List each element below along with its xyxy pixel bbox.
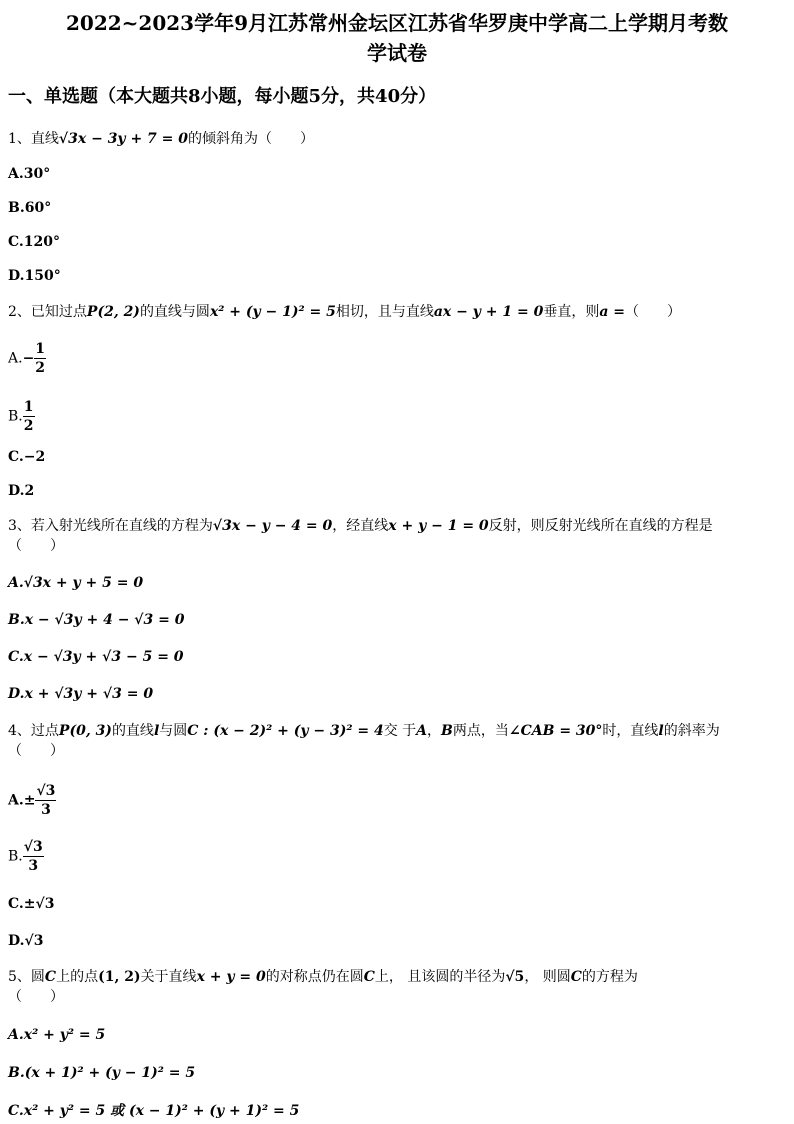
q5-option-c: C.x² + y² = 5 或 (x − 1)² + (y + 1)² = 5 [8, 1103, 300, 1119]
q1-suffix: 的倾斜角为（ ） [188, 131, 315, 147]
q5-prefix: 5、圆 [8, 969, 45, 985]
q2-mid3: 垂直，则 [543, 304, 600, 320]
title-line-2: 学试卷 [367, 41, 427, 65]
q5-mid1: 上的点 [56, 969, 99, 985]
q4-prefix: 4、过点 [8, 723, 59, 739]
q4-mid4: 两点，当 [452, 723, 509, 739]
q2-option-a-fraction [34, 340, 46, 377]
q2-a: a = [599, 304, 626, 320]
q2-option-b-fraction [23, 398, 35, 435]
q2-option-b-label: B. [8, 408, 23, 425]
q3-paren: （ ） [8, 538, 64, 554]
q5-line: x + y = 0 [196, 969, 266, 985]
q2-circle: x² + (y − 1)² = 5 [209, 304, 336, 320]
q4-paren: （ ） [8, 743, 64, 759]
q4-line-l-2: l [658, 723, 664, 739]
q2-suffix: （ ） [625, 304, 682, 320]
q4-option-c: C.±√3 [8, 896, 55, 912]
question-1 [8, 130, 314, 148]
q4-option-d: D.√3 [8, 933, 44, 949]
q2-option-a-sign: − [22, 350, 35, 367]
q2-mid1: 的直线与圆 [139, 304, 210, 320]
q5-suffix: 的方程为 [581, 969, 638, 985]
q3-prefix: 3、若入射光线所在直线的方程为 [8, 518, 213, 534]
q5-paren: （ ） [8, 989, 64, 1005]
q2-option-a-label: A. [8, 350, 23, 367]
q1-option-b: B.60° [8, 200, 52, 216]
q3-option-b: B.x − √3y + 4 − √3 = 0 [8, 612, 185, 628]
question-5 [8, 968, 638, 986]
q4-mid5: 时，直线 [602, 723, 659, 739]
q1-prefix: 1、直线 [8, 131, 59, 147]
question-3 [8, 517, 713, 535]
q4-option-b-fraction [23, 838, 44, 875]
q1-option-a: A.30° [8, 166, 51, 182]
q5-circle-c: C [44, 969, 57, 985]
q3-option-c: C.x − √3y + √3 − 5 = 0 [8, 649, 184, 665]
q2-option-c: C.−2 [8, 449, 46, 465]
q5-radius: √5 [505, 969, 525, 985]
q4-option-a-fraction [35, 782, 56, 819]
q3-eq1: √3x − y − 4 = 0 [212, 518, 333, 534]
q4-option-a-denominator: 3 [41, 802, 51, 818]
q5-mid3: 的对称点仍在圆 [265, 969, 364, 985]
q3-option-a: A.√3x + y + 5 = 0 [8, 575, 144, 591]
title-line-1: 2022~2023学年9月江苏常州金坛区江苏省华罗庚中学高二上学期月考数 [65, 11, 728, 35]
q3-eq2: x + y − 1 = 0 [388, 518, 489, 534]
q4-mid1: 的直线 [111, 723, 154, 739]
q4-line-l: l [153, 723, 160, 739]
q1-expr: √3x − 3y + 7 = 0 [58, 131, 189, 147]
q2-option-a-numerator: 1 [35, 341, 46, 357]
q3-mid: ，经直线 [332, 518, 389, 534]
exam-title [0, 8, 794, 68]
q4-option-a-label: A.± [8, 792, 36, 809]
q4-point: P(0, 3) [58, 723, 112, 739]
q4-option-a [8, 782, 56, 819]
q2-option-b-numerator: 1 [23, 399, 34, 415]
q4-mid2: 与圆 [159, 723, 188, 739]
q4-option-b-numerator: √3 [23, 839, 43, 855]
q5-option-a: A.x² + y² = 5 [8, 1027, 106, 1043]
q5-mid5: ， 则圆 [524, 969, 571, 985]
q2-option-b [8, 398, 35, 435]
question-2 [8, 303, 681, 321]
q2-line: ax − y + 1 = 0 [433, 304, 544, 320]
q5-mid2: 关于直线 [140, 969, 197, 985]
q5-circle-c-3: C [570, 969, 582, 985]
q2-option-a [8, 340, 46, 377]
q2-option-b-denominator: 2 [23, 418, 34, 434]
q4-point-b: B [441, 723, 453, 739]
q4-point-a: A [416, 723, 428, 739]
q3-suffix: 反射，则反射光线所在直线的方程是 [488, 518, 713, 534]
q4-comma: ， [427, 723, 442, 739]
q2-mid2: 相切，且与直线 [335, 304, 434, 320]
q3-option-d: D.x + √3y + √3 = 0 [8, 686, 154, 702]
q5-circle-c-2: C [363, 969, 375, 985]
q4-mid3: 交 于 [383, 723, 417, 739]
q4-option-b-label: B. [8, 848, 23, 865]
q4-option-a-numerator: √3 [36, 783, 56, 799]
q2-point: P(2, 2) [86, 304, 140, 320]
q4-option-b-denominator: 3 [28, 858, 39, 874]
q2-prefix: 2、已知过点 [8, 304, 87, 320]
q5-point: (1, 2) [98, 969, 141, 985]
section-heading: 一、单选题（本大题共8小题，每小题5分，共40分） [8, 86, 437, 107]
q2-option-d: D.2 [8, 483, 35, 499]
q4-option-b [8, 838, 44, 875]
question-4 [8, 722, 720, 740]
q4-circle: C : (x − 2)² + (y − 3)² = 4 [187, 723, 384, 739]
q1-option-c: C.120° [8, 234, 60, 250]
q1-option-d: D.150° [8, 268, 61, 284]
q5-mid4: 上， 且该圆的半径为 [374, 969, 506, 985]
q5-option-b: B.(x + 1)² + (y − 1)² = 5 [8, 1065, 196, 1081]
q2-option-a-denominator: 2 [35, 360, 46, 376]
q4-angle: ∠CAB = 30° [508, 723, 603, 739]
q4-suffix: 的斜率为 [663, 723, 720, 739]
